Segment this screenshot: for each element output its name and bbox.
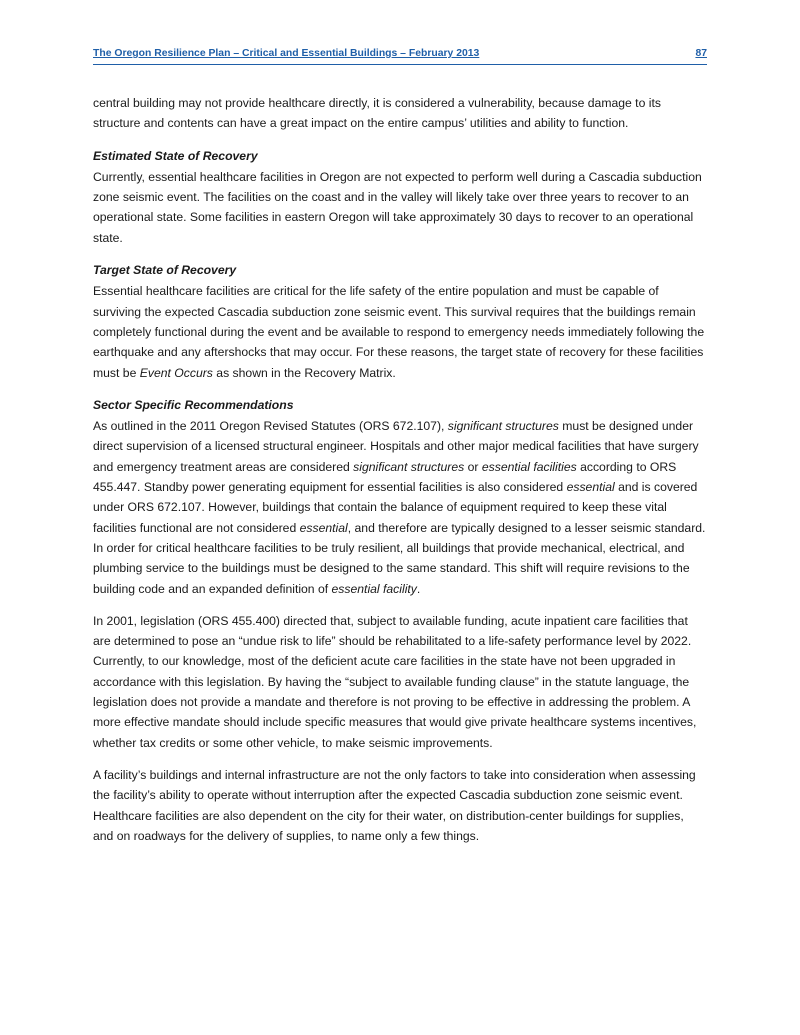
text-run: as shown in the Recovery Matrix. xyxy=(212,365,396,380)
sector-paragraph-2: In 2001, legislation (ORS 455.400) directed that, subject to available funding, acute inpatient care facilities that are determined to pose an “undue risk to life” should be rehabilitated to a life-safety performance level by 2022. Currently, to our knowledge, most of the deficient acute care facilities in the state have not been upgraded in accordance with this legislation. By having the “subject to available funding clause” in the statute language, the legislation does not provide a mandate and therefore is not proving to be effective in addressing the problem. A more effective mandate should include specific measures that would give private healthcare systems incentives, whether tax credits or some other vehicle, to make seismic improvements. xyxy=(93,613,697,750)
sector-paragraph-3: A facility’s buildings and internal infrastructure are not the only factors to take into consideration when assessing the facility’s ability to operate without interruption after the expected Cascadia subduction zone seismic event. Healthcare facilities are also dependent on the city for their water, on distribution-center buildings for supplies, and on roadways for the delivery of supplies, to name only a few things. xyxy=(93,767,696,843)
text-run: and is covered under ORS 672.107. However, buildings that contain the balance of equipment required to keep these vital facilities functional are not considered xyxy=(93,480,698,535)
text-run: or xyxy=(464,459,482,474)
page-number: 87 xyxy=(695,48,707,59)
emphasis-text: Event Occurs xyxy=(139,365,213,380)
emphasis-text: essential facility xyxy=(331,581,417,596)
sector-recommendations-heading: Sector Specific Recommendations xyxy=(93,397,294,412)
emphasis-text: significant structures xyxy=(447,419,559,434)
text-run: As outlined in the 2011 Oregon Revised Statutes (ORS 672.107), xyxy=(93,419,448,434)
text-run: . xyxy=(416,581,421,596)
target-recovery-paragraph xyxy=(93,281,707,382)
sector-paragraph-1 xyxy=(93,416,707,599)
text-run: according to ORS 455.447. Standby power generating equipment for essential facilities is also considered xyxy=(93,459,677,495)
page-header xyxy=(93,48,707,65)
emphasis-text: essential xyxy=(299,520,348,535)
estimated-recovery-heading: Estimated State of Recovery xyxy=(93,148,258,163)
estimated-recovery-paragraph: Currently, essential healthcare facilities in Oregon are not expected to perform well during a Cascadia subduction zone seismic event. The facilities on the coast and in the valley will likely take over three years to recover to an operational state. Some facilities in eastern Oregon will take approximately 30 days to recover to an operational state. xyxy=(93,169,702,245)
text-run: , and therefore are typically designed to a lesser seismic standard. In order for critical healthcare facilities to be truly resilient, all buildings that provide mechanical, electrical, and plumbing service to the buildings must be designed to the same standard. This shift will require revisions to the building code and an expanded definition of xyxy=(93,520,706,596)
emphasis-text: essential facilities xyxy=(481,459,577,474)
emphasis-text: essential xyxy=(566,480,615,495)
emphasis-text: significant structures xyxy=(353,459,465,474)
target-recovery-heading: Target State of Recovery xyxy=(93,263,237,278)
header-title: The Oregon Resilience Plan – Critical and Essential Buildings – February 2013 xyxy=(93,48,480,59)
page-content xyxy=(93,93,707,858)
text-run: must be designed under direct supervision of a licensed structural engineer. Hospitals and other major medical facilities that have surgery and emergency treatment areas are considered xyxy=(93,419,699,474)
text-run: Essential healthcare facilities are critical for the life safety of the entire population and must be capable of surviving the expected Cascadia subduction zone seismic event. This survival requires that the buildings remain completely functional during the event and be available to respond to emergency needs immediately following the earthquake and any aftershocks that may occur. For these reasons, the target state of recovery for these facilities must be xyxy=(93,284,705,380)
intro-paragraph: central building may not provide healthcare directly, it is considered a vulnerability, because damage to its structure and contents can have a great impact on the entire campus’ utilities and ability to function. xyxy=(93,96,661,131)
